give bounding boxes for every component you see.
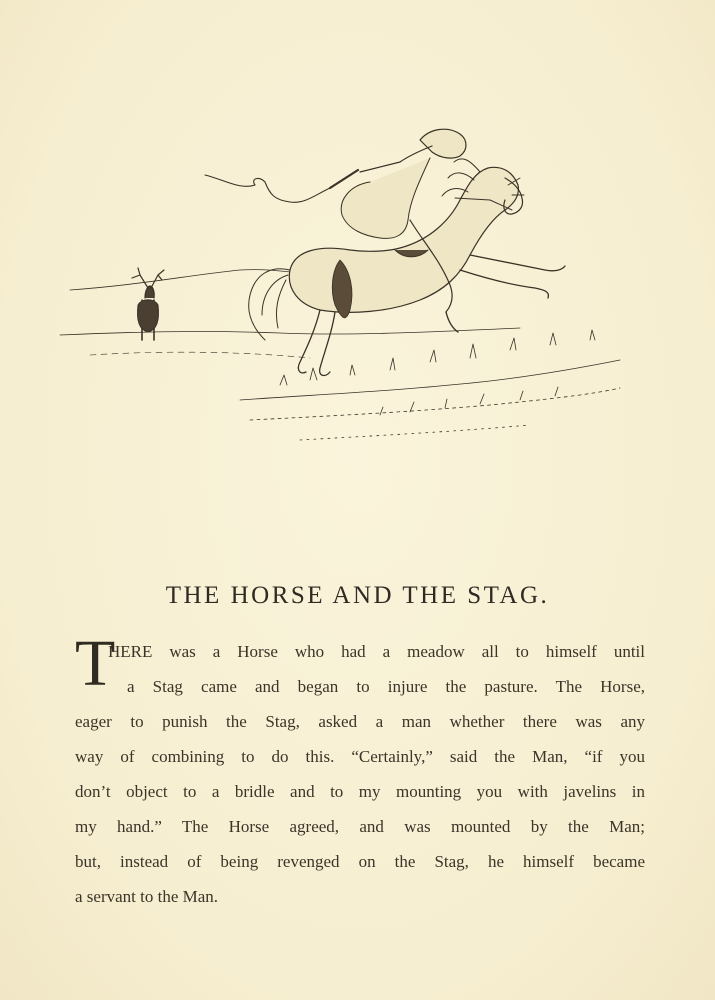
story-line-3: eager to punish the Stag, asked a man whether there was any xyxy=(75,712,645,731)
story-line-8: a servant to the Man. xyxy=(75,887,219,906)
horse-and-rider-illustration xyxy=(50,100,670,460)
story-title: THE HORSE AND THE STAG. xyxy=(165,582,550,609)
story-line-1: HERE was a Horse who had a meadow all to himself until xyxy=(108,642,645,661)
whip-lash xyxy=(205,175,330,202)
stag-figure xyxy=(132,268,164,340)
whip-handle xyxy=(330,170,358,188)
engraving-svg xyxy=(50,100,670,460)
foreground-grass xyxy=(240,330,620,440)
horse-hind-leg xyxy=(298,310,335,375)
story-line-2: a Stag came and began to injure the pasture. The Horse, xyxy=(127,677,645,696)
ground-line xyxy=(90,352,310,358)
story-line-6: my hand.” The Horse agreed, and was mounted by the Man; xyxy=(75,817,645,836)
story-line-7: but, instead of being revenged on the Stag, he himself became xyxy=(75,852,645,871)
horse-tail xyxy=(249,269,290,340)
drop-cap-letter: T xyxy=(75,627,116,700)
horse-front-leg xyxy=(460,255,565,298)
story-line-5: don’t object to a bridle and to my mounting you with javelins in xyxy=(75,782,645,801)
horizon-line xyxy=(60,328,520,335)
story-line-4: way of combining to do this. “Certainly,” said the Man, “if you xyxy=(75,747,645,766)
